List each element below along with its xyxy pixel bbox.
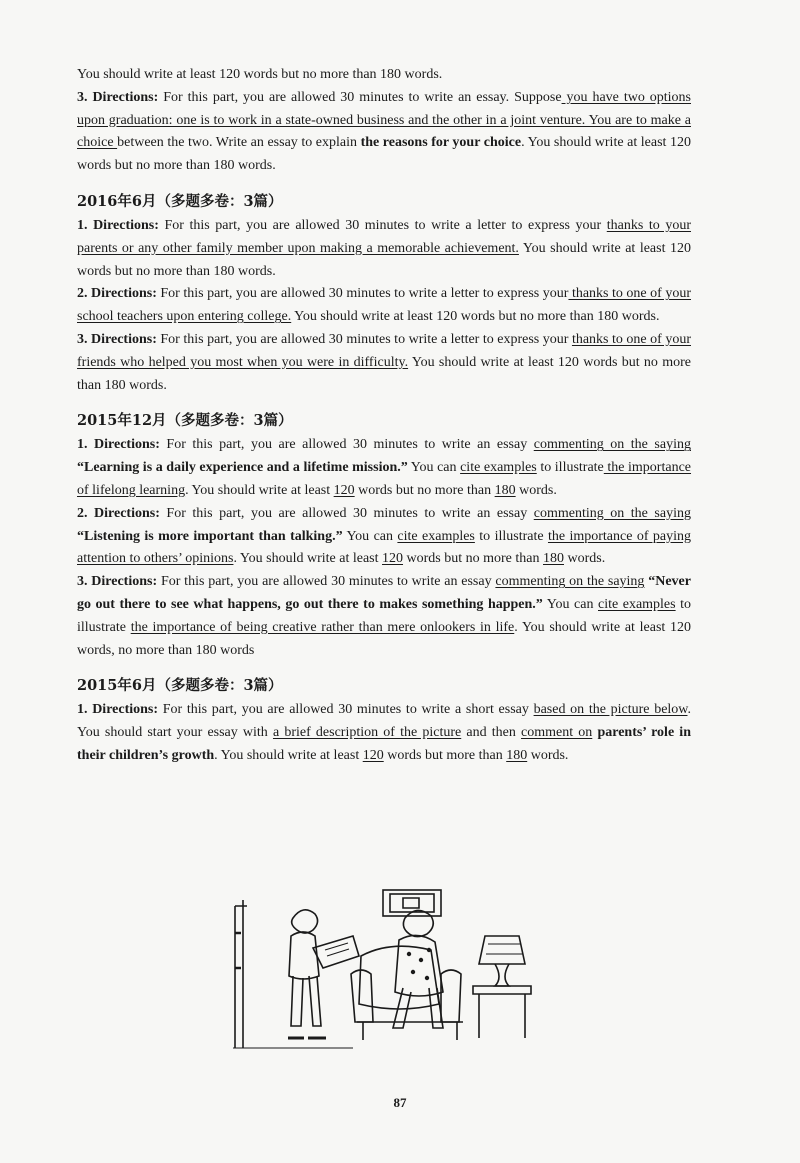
- direction-item: [77, 699, 691, 767]
- text-run: words.: [527, 747, 569, 763]
- section-2015-12: [77, 409, 691, 662]
- section-heading: 2016年6月（多题多卷：3篇）: [77, 192, 283, 210]
- text-run: words but no more than: [403, 551, 543, 567]
- text-run: . You should write at least: [214, 747, 363, 763]
- underlined-number: 120: [333, 482, 355, 498]
- underlined-text: comment on: [521, 725, 593, 741]
- text-run: You can: [342, 528, 398, 544]
- direction-item: [77, 571, 691, 662]
- bold-text: the reasons for your choice: [360, 135, 522, 151]
- text-run: words.: [564, 551, 606, 567]
- text-run: For this part, you are allowed 30 minutes to write an essay: [157, 574, 496, 590]
- text-run: to illustrate: [77, 596, 692, 635]
- bold-quote: “Learning is a daily experience and a lifetime mission.”: [77, 460, 408, 476]
- underlined-number: 180: [506, 747, 528, 763]
- direction-item: [77, 329, 691, 397]
- text-run: For this part, you are allowed 30 minutes to write a letter to express your: [156, 286, 569, 302]
- text-line: You should write at least 120 words but no more than 180 words.: [77, 67, 443, 82]
- document-page: [77, 64, 691, 768]
- bold-text: parents’ role in their children’s growth: [77, 725, 691, 763]
- direction-item: [77, 215, 691, 283]
- text-run: words but more than: [383, 747, 507, 763]
- text-run: For this part, you are allowed 30 minutes to write an essay: [159, 505, 534, 521]
- underlined-text: commenting on the saying: [533, 437, 691, 453]
- text-run: . You should write at least: [233, 551, 383, 567]
- text-run: For this part, you are allowed 30 minutes to write a letter to express your: [158, 217, 607, 233]
- underlined-number: 180: [494, 482, 516, 498]
- item-number: 3. Directions:: [77, 574, 158, 590]
- underlined-text: thanks to one of your friends who helped you most when you were in difficulty.: [77, 331, 691, 370]
- cartoon-illustration: [233, 888, 548, 1058]
- direction-item: [77, 283, 691, 329]
- underlined-number: 120: [362, 747, 384, 763]
- text-run: You should write at least 120 words but no more than 180 words.: [77, 354, 691, 393]
- underlined-text: the importance of paying attention to others’ opinions: [77, 528, 692, 567]
- section-2016-06: [77, 190, 691, 397]
- direction-item: [77, 87, 691, 178]
- text-run: . You should start your essay with: [77, 702, 691, 741]
- section-heading: 2015年12月（多题多卷：3篇）: [77, 412, 293, 430]
- text-run: . You should write at least 120 words, no more than 180 words: [77, 619, 691, 658]
- underlined-text: based on the picture below: [533, 702, 688, 718]
- item-number: 3. Directions:: [77, 331, 157, 347]
- item-number: 1. Directions:: [77, 702, 159, 718]
- text-run: For this part, you are allowed 30 minutes to write an essay. Suppose: [158, 89, 562, 105]
- underlined-text: cite examples: [598, 596, 676, 612]
- underlined-text: thanks to one of your school teachers upon entering college.: [77, 286, 691, 325]
- underlined-number: 180: [543, 551, 564, 567]
- underlined-text: cite examples: [460, 460, 537, 476]
- section-heading: 2015年6月（多题多卷：3篇）: [77, 677, 283, 695]
- bold-quote: “Listening is more important than talking.”: [77, 528, 343, 544]
- text-run: You should write at least 120 words but no more than 180 words.: [291, 309, 660, 325]
- bold-quote: “Never go out there to see what happens, go out there to makes something happen.”: [77, 574, 691, 612]
- text-run: words but no more than: [354, 482, 495, 498]
- underlined-number: 120: [382, 551, 404, 567]
- underlined-text: a brief description of the picture: [272, 725, 462, 741]
- text-run: You should write at least 120 words but no more than 180 words.: [77, 240, 691, 279]
- text-run: to illustrate: [474, 528, 548, 544]
- text-run: For this part, you are allowed 30 minutes to write an essay: [159, 437, 534, 453]
- underlined-text: the importance of lifelong learning: [77, 460, 692, 498]
- item-number: 2. Directions:: [77, 505, 160, 521]
- direction-item: [77, 503, 691, 571]
- text-run: You can: [542, 596, 598, 612]
- section-2015-06: [77, 674, 691, 767]
- text-run: . You should write at least: [185, 482, 334, 498]
- underlined-text: you have two options upon graduation: one is to work in a state-owned business and the other in a joint venture. You are to make a choice: [77, 89, 691, 151]
- underlined-text: the importance of being creative rather than mere onlookers in life: [130, 619, 515, 635]
- direction-item: [77, 434, 691, 502]
- text-run: . You should write at least 120 words but no more than 180 words.: [77, 135, 692, 174]
- text-run: For this part, you are allowed 30 minutes to write a short essay: [158, 702, 534, 718]
- item-number: 3. Directions:: [77, 89, 159, 105]
- page-number: 87: [393, 1095, 407, 1110]
- underlined-text: cite examples: [397, 528, 475, 544]
- underlined-text: commenting on the saying: [495, 574, 645, 590]
- text-run: You can: [407, 460, 461, 476]
- text-run: words.: [515, 482, 557, 498]
- item-number: 1. Directions:: [77, 217, 159, 233]
- text-run: to illustrate: [536, 460, 604, 476]
- item-number: 1. Directions:: [77, 437, 160, 453]
- underlined-text: commenting on the saying: [533, 505, 691, 521]
- text-run: For this part, you are allowed 30 minutes to write a letter to express your: [156, 331, 572, 347]
- text-run: and then: [461, 725, 522, 741]
- text-run: between the two. Write an essay to explain: [117, 135, 361, 151]
- underlined-text: thanks to your parents or any other family member upon making a memorable achievement.: [77, 217, 691, 256]
- item-number: 2. Directions:: [77, 286, 157, 302]
